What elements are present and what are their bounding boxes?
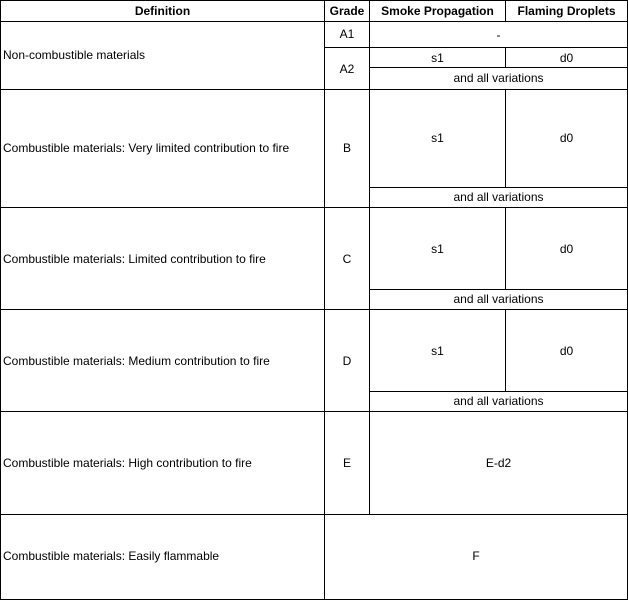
grade-c: C [342,252,352,266]
row-c-top [0,207,628,208]
a1-value: - [496,28,501,42]
a1-a2-divider [324,47,628,48]
definition-e: Combustible materials: High contribution to fire [3,456,252,470]
a2-droplets: d0 [559,51,574,65]
grade-b: B [342,141,351,155]
grade-a1: A1 [339,27,355,41]
a2-note: and all variations [453,71,544,85]
row-f-top [0,514,628,515]
border-left [0,0,1,600]
definition-b: Combustible materials: Very limited contribution to fire [3,141,290,155]
d-droplets: d0 [559,344,574,358]
grade-a2: A2 [339,62,355,76]
header-smoke-propagation: Smoke Propagation [381,4,494,18]
header-definition: Definition [134,4,191,18]
grade-d: D [342,354,352,368]
definition-c: Combustible materials: Limited contribution to fire [3,252,266,266]
d-smoke: s1 [431,344,444,358]
c-smoke: s1 [431,242,444,256]
definition-non-combustible: Non-combustible materials [3,48,146,62]
d-note: and all variations [453,394,544,408]
definition-d: Combustible materials: Medium contribution to fire [3,354,270,368]
c-droplets: d0 [559,242,574,256]
row-d-top [0,309,628,310]
d-note-divider [369,391,628,392]
row-e-top [0,411,628,412]
b-droplets: d0 [559,131,574,145]
c-note: and all variations [453,292,544,306]
header-flaming-droplets: Flaming Droplets [517,4,616,18]
divider-definition-grade [324,0,325,600]
f-value: F [472,549,480,563]
b-note-divider [369,187,628,188]
e-value: E-d2 [485,456,512,470]
border-top [0,0,628,1]
c-note-divider [369,289,628,290]
b-smoke: s1 [431,131,444,145]
b-note: and all variations [453,190,544,204]
definition-f: Combustible materials: Easily flammable [3,549,220,563]
a2-smoke: s1 [431,51,444,65]
row-b-top [0,89,628,90]
a2-note-divider [369,67,628,68]
grade-e: E [342,456,351,470]
header-bottom [0,21,628,22]
header-grade: Grade [329,4,365,18]
